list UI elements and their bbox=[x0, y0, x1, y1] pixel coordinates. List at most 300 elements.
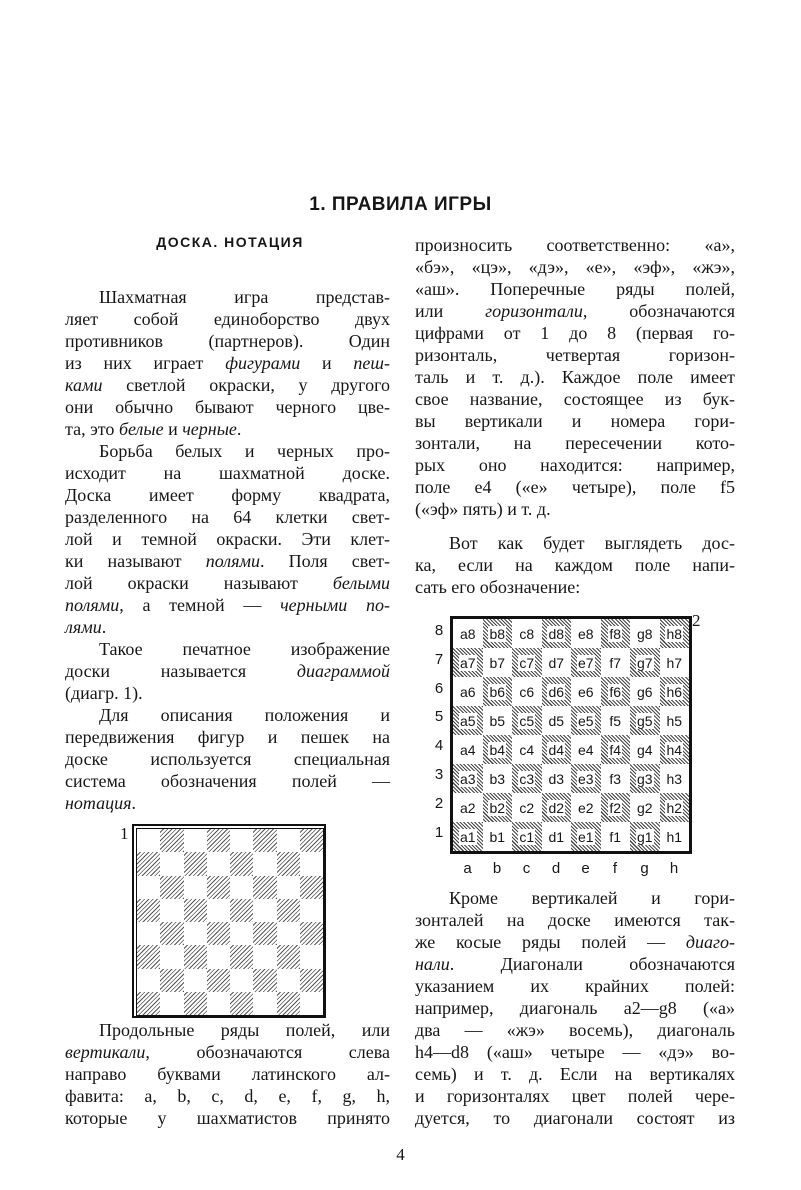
text-segment: . bbox=[131, 793, 137, 813]
text-segment: противников (партнеров). Один bbox=[65, 331, 390, 351]
text-line bbox=[65, 286, 390, 308]
empty-square bbox=[230, 992, 253, 1015]
empty-square bbox=[184, 876, 207, 899]
square-label: c7 bbox=[519, 654, 535, 671]
empty-square bbox=[137, 945, 160, 968]
rank-label: 4 bbox=[434, 737, 444, 755]
square-label: b3 bbox=[489, 770, 506, 787]
board-square bbox=[542, 793, 572, 822]
empty-square bbox=[184, 852, 207, 875]
text-line bbox=[65, 660, 390, 682]
text-segment: например, диагональ a2—g8 («а» bbox=[415, 998, 735, 1018]
text-segment: они обычно бывают черного цве- bbox=[65, 397, 390, 417]
text-line bbox=[65, 770, 390, 792]
board-square bbox=[630, 648, 660, 677]
board-square bbox=[453, 706, 483, 735]
text-segment: светлой окраски, у другого bbox=[102, 375, 390, 395]
text-block-left-a bbox=[65, 286, 390, 814]
empty-square bbox=[300, 852, 323, 875]
square-label: f4 bbox=[609, 741, 622, 758]
file-label: g bbox=[640, 860, 649, 877]
square-label: g1 bbox=[636, 828, 653, 845]
empty-square bbox=[207, 876, 230, 899]
text-line bbox=[415, 388, 735, 410]
text-segment: («эф» пять) и т. д. bbox=[415, 499, 551, 519]
board-square bbox=[542, 648, 572, 677]
empty-square bbox=[207, 992, 230, 1015]
text-line bbox=[65, 1085, 390, 1107]
text-line bbox=[415, 256, 735, 278]
square-label: a7 bbox=[459, 654, 476, 671]
empty-square bbox=[160, 899, 183, 922]
board-square bbox=[512, 677, 542, 706]
board-square bbox=[630, 822, 660, 851]
text-line bbox=[415, 1019, 735, 1041]
board-square bbox=[483, 793, 513, 822]
square-label: f5 bbox=[609, 712, 622, 729]
text-line bbox=[65, 572, 390, 594]
text-segment: сать его обозначение: bbox=[415, 577, 581, 597]
text-line bbox=[415, 1085, 735, 1107]
square-label: g8 bbox=[636, 625, 653, 642]
square-label: c5 bbox=[519, 712, 535, 729]
chapter-title: 1. ПРАВИЛА ИГРЫ bbox=[309, 194, 492, 215]
text-segment: , обозначаются bbox=[582, 301, 735, 321]
board-square bbox=[542, 764, 572, 793]
text-segment: и bbox=[300, 353, 354, 373]
text-segment: . bbox=[236, 419, 242, 439]
rank-label: 8 bbox=[434, 622, 444, 639]
empty-square bbox=[277, 829, 300, 852]
square-label: d7 bbox=[548, 654, 565, 671]
text-line bbox=[65, 396, 390, 418]
empty-square bbox=[184, 922, 207, 945]
file-label: b bbox=[492, 860, 502, 877]
diagram-2-number: 2 bbox=[692, 611, 701, 630]
text-line bbox=[415, 476, 735, 498]
text-segment: (диагр. 1). bbox=[65, 683, 143, 703]
square-label: c3 bbox=[519, 770, 535, 787]
diagram-1-number: 1 bbox=[120, 824, 129, 843]
text-line bbox=[65, 726, 390, 748]
text-line bbox=[65, 528, 390, 550]
text-line bbox=[65, 594, 390, 616]
text-line bbox=[65, 462, 390, 484]
board-square bbox=[512, 793, 542, 822]
square-label: a6 bbox=[459, 683, 476, 700]
file-label: a bbox=[463, 860, 472, 877]
board-square bbox=[571, 619, 601, 648]
empty-square bbox=[160, 992, 183, 1015]
italic-term: лями bbox=[65, 617, 102, 637]
text-segment: ризонталь, четвертая горизон- bbox=[415, 345, 735, 365]
square-label: g5 bbox=[636, 712, 653, 729]
rank-label: 2 bbox=[434, 794, 444, 812]
square-label: e3 bbox=[577, 770, 594, 787]
board-square bbox=[542, 706, 572, 735]
text-segment: Шахматная игра представ- bbox=[99, 287, 390, 307]
square-label: b2 bbox=[489, 799, 506, 816]
board-square bbox=[453, 619, 483, 648]
square-label: b1 bbox=[489, 828, 506, 845]
empty-square bbox=[300, 945, 323, 968]
board-square bbox=[571, 706, 601, 735]
board-square bbox=[660, 648, 690, 677]
board-square bbox=[571, 648, 601, 677]
text-line bbox=[65, 330, 390, 352]
text-block-left-b bbox=[65, 1019, 390, 1129]
text-line bbox=[415, 432, 735, 454]
text-segment: та, это bbox=[65, 419, 119, 439]
text-line bbox=[65, 352, 390, 374]
empty-square bbox=[277, 945, 300, 968]
empty-square bbox=[184, 945, 207, 968]
text-segment: из них играет bbox=[65, 353, 226, 373]
text-segment: Для описания положения и bbox=[99, 705, 390, 725]
empty-square bbox=[253, 876, 276, 899]
square-label: f8 bbox=[609, 625, 622, 642]
text-segment: «аш». Поперечные ряды полей, bbox=[415, 279, 735, 299]
empty-square bbox=[184, 992, 207, 1015]
text-segment: Борьба белых и черных про- bbox=[99, 441, 390, 461]
text-segment: разделенного на 64 клетки свет- bbox=[65, 507, 390, 527]
square-label: h6 bbox=[666, 683, 683, 700]
square-label: h3 bbox=[666, 770, 683, 787]
square-label: c6 bbox=[519, 683, 535, 700]
text-line bbox=[65, 616, 390, 638]
empty-square bbox=[207, 969, 230, 992]
board-square bbox=[660, 822, 690, 851]
text-line bbox=[415, 554, 735, 576]
square-label: a5 bbox=[459, 712, 476, 729]
italic-term: нотация bbox=[65, 793, 132, 813]
text-line bbox=[65, 374, 390, 396]
text-segment: Продольные ряды полей, или bbox=[99, 1020, 390, 1040]
text-segment: зонталей на доске имеются так- bbox=[415, 910, 735, 930]
text-segment: , обозначаются слева bbox=[145, 1042, 390, 1062]
empty-square bbox=[230, 922, 253, 945]
board-square bbox=[512, 735, 542, 764]
italic-term: черными по- bbox=[280, 595, 390, 615]
file-label: d bbox=[551, 860, 561, 877]
empty-square bbox=[253, 969, 276, 992]
text-segment: произносить соответственно: «а», bbox=[415, 235, 735, 255]
board-square bbox=[601, 822, 631, 851]
text-segment: . Диагонали обозначаются bbox=[449, 954, 735, 974]
empty-square bbox=[160, 852, 183, 875]
text-segment: «бэ», «цэ», «дэ», «е», «эф», «жэ», bbox=[415, 257, 735, 277]
empty-square bbox=[184, 969, 207, 992]
text-segment: зонтали, на пересечении кото- bbox=[415, 433, 735, 453]
board-square bbox=[453, 735, 483, 764]
text-line bbox=[415, 532, 735, 554]
empty-square bbox=[253, 992, 276, 1015]
board-square bbox=[571, 764, 601, 793]
board-square bbox=[571, 677, 601, 706]
square-label: c2 bbox=[519, 799, 535, 816]
empty-square bbox=[253, 829, 276, 852]
text-segment: указанием их крайних полей: bbox=[415, 976, 735, 996]
board-square bbox=[512, 706, 542, 735]
text-line bbox=[65, 792, 390, 814]
square-label: a4 bbox=[459, 741, 476, 758]
text-line bbox=[65, 440, 390, 462]
square-label: d4 bbox=[548, 741, 565, 758]
empty-square bbox=[137, 992, 160, 1015]
text-line bbox=[415, 234, 735, 256]
text-segment: передвижения фигур и пешек на bbox=[65, 727, 390, 747]
text-line bbox=[65, 748, 390, 770]
square-label: f2 bbox=[609, 799, 622, 816]
text-line bbox=[65, 484, 390, 506]
board-square bbox=[512, 822, 542, 851]
text-segment: два — «жэ» восемь), диагональ bbox=[415, 1020, 735, 1040]
board-square bbox=[660, 677, 690, 706]
square-label: f1 bbox=[609, 828, 622, 845]
empty-square bbox=[184, 899, 207, 922]
square-label: d8 bbox=[548, 625, 565, 642]
square-label: f6 bbox=[609, 683, 622, 700]
board-square bbox=[512, 648, 542, 677]
empty-square bbox=[253, 852, 276, 875]
text-line bbox=[415, 322, 735, 344]
text-segment: h4—d8 («аш» четыре — «дэ» во- bbox=[415, 1042, 735, 1062]
text-segment: и горизонталях цвет полей чере- bbox=[415, 1086, 735, 1106]
board-square bbox=[483, 822, 513, 851]
section-title: ДОСКА. НОТАЦИЯ bbox=[156, 234, 304, 250]
empty-square bbox=[230, 969, 253, 992]
board-square bbox=[601, 793, 631, 822]
board-square bbox=[483, 677, 513, 706]
text-line bbox=[65, 308, 390, 330]
text-segment: же косые ряды полей — bbox=[415, 932, 686, 952]
square-label: e8 bbox=[577, 625, 594, 642]
square-label: a2 bbox=[459, 799, 476, 816]
board-square bbox=[453, 822, 483, 851]
text-line bbox=[415, 909, 735, 931]
empty-square bbox=[277, 899, 300, 922]
board-square bbox=[483, 735, 513, 764]
square-label: c8 bbox=[519, 625, 535, 642]
empty-square bbox=[230, 876, 253, 899]
empty-square bbox=[253, 922, 276, 945]
italic-term: пеш- bbox=[353, 353, 390, 373]
text-segment: ляет собой единоборство двух bbox=[65, 309, 390, 329]
square-label: b6 bbox=[489, 683, 506, 700]
italic-term: белыми bbox=[332, 573, 390, 593]
square-label: h4 bbox=[666, 741, 683, 758]
italic-term: полями bbox=[205, 551, 261, 571]
text-block-right-a bbox=[415, 234, 735, 520]
rank-label: 3 bbox=[434, 766, 444, 783]
text-segment: свое название, состоящее из бук- bbox=[415, 389, 735, 409]
text-segment: Такое печатное изображение bbox=[99, 639, 390, 659]
text-segment: исходит на шахматной доске. bbox=[65, 463, 390, 483]
empty-square bbox=[300, 876, 323, 899]
board-square bbox=[630, 764, 660, 793]
text-segment: система обозначения полей — bbox=[65, 771, 390, 791]
board-square bbox=[601, 735, 631, 764]
text-line bbox=[65, 1063, 390, 1085]
board-square bbox=[571, 793, 601, 822]
text-line bbox=[415, 344, 735, 366]
text-line bbox=[65, 682, 390, 704]
text-line bbox=[65, 638, 390, 660]
text-segment: рых оно находится: например, bbox=[415, 455, 735, 475]
square-label: b4 bbox=[489, 741, 506, 758]
empty-square bbox=[160, 876, 183, 899]
file-label: e bbox=[581, 860, 590, 877]
empty-square bbox=[300, 969, 323, 992]
square-label: e2 bbox=[577, 799, 594, 816]
text-segment: ка, если на каждом поле напи- bbox=[415, 555, 735, 575]
board-square bbox=[601, 677, 631, 706]
square-label: h2 bbox=[666, 799, 683, 816]
text-line bbox=[65, 418, 390, 440]
empty-square bbox=[207, 852, 230, 875]
square-label: h1 bbox=[666, 828, 683, 845]
text-segment: цифрами от 1 до 8 (первая го- bbox=[415, 323, 735, 343]
square-label: b5 bbox=[489, 712, 506, 729]
text-line bbox=[415, 1107, 735, 1129]
empty-square bbox=[207, 829, 230, 852]
board-square bbox=[571, 735, 601, 764]
text-segment: доски называется bbox=[65, 661, 297, 681]
text-line bbox=[415, 931, 735, 953]
board-square bbox=[542, 619, 572, 648]
empty-square bbox=[300, 992, 323, 1015]
square-label: d6 bbox=[548, 683, 565, 700]
empty-square bbox=[253, 945, 276, 968]
italic-term: вертикали bbox=[65, 1042, 146, 1062]
empty-square bbox=[277, 852, 300, 875]
square-label: g6 bbox=[636, 683, 653, 700]
italic-term: полями bbox=[65, 595, 120, 615]
text-segment: Доска имеет форму квадрата, bbox=[65, 485, 390, 505]
square-label: g7 bbox=[636, 654, 653, 671]
text-line bbox=[65, 1019, 390, 1041]
empty-square bbox=[300, 922, 323, 945]
text-line bbox=[415, 887, 735, 909]
board-square bbox=[660, 706, 690, 735]
empty-square bbox=[160, 829, 183, 852]
text-segment: лой окраски называют bbox=[65, 573, 333, 593]
square-label: h8 bbox=[666, 625, 683, 642]
board-square bbox=[453, 793, 483, 822]
empty-square bbox=[207, 899, 230, 922]
empty-square bbox=[300, 829, 323, 852]
empty-square bbox=[230, 829, 253, 852]
square-label: h7 bbox=[666, 654, 683, 671]
file-label: f bbox=[612, 860, 618, 877]
empty-square bbox=[230, 899, 253, 922]
file-label: h bbox=[669, 860, 679, 877]
board-square bbox=[453, 677, 483, 706]
rank-label: 7 bbox=[434, 650, 444, 668]
text-segment: дуется, то диагонали состоят из bbox=[415, 1108, 735, 1128]
empty-square bbox=[277, 992, 300, 1015]
square-label: d3 bbox=[548, 770, 565, 787]
empty-square bbox=[137, 899, 160, 922]
empty-square bbox=[137, 852, 160, 875]
text-segment: поле e4 («е» четыре), поле f5 bbox=[415, 477, 735, 497]
square-label: f3 bbox=[609, 770, 622, 787]
board-square bbox=[601, 706, 631, 735]
text-block-right-b bbox=[415, 532, 735, 598]
square-label: e4 bbox=[577, 741, 594, 758]
text-segment: вы вертикали и номера гори- bbox=[415, 411, 735, 431]
empty-square bbox=[300, 899, 323, 922]
text-line bbox=[65, 550, 390, 572]
square-label: d5 bbox=[548, 712, 565, 729]
square-label: d1 bbox=[548, 828, 565, 845]
text-segment: которые у шахматистов принято bbox=[65, 1108, 390, 1128]
empty-square bbox=[253, 899, 276, 922]
square-label: g4 bbox=[636, 741, 653, 758]
board-square bbox=[453, 648, 483, 677]
board-square bbox=[542, 735, 572, 764]
text-segment: , а темной — bbox=[119, 595, 281, 615]
board-square bbox=[483, 764, 513, 793]
board-square bbox=[512, 619, 542, 648]
italic-term: черные bbox=[182, 419, 237, 439]
text-line bbox=[415, 953, 735, 975]
square-label: a1 bbox=[459, 828, 476, 845]
square-label: d2 bbox=[548, 799, 565, 816]
board-square bbox=[660, 735, 690, 764]
diagram-1-empty-board bbox=[132, 824, 326, 1018]
board-square bbox=[483, 706, 513, 735]
square-label: h5 bbox=[666, 712, 683, 729]
board-square bbox=[483, 648, 513, 677]
file-label: c bbox=[522, 860, 531, 877]
text-segment: доске используется специальная bbox=[65, 749, 390, 769]
text-segment: . bbox=[101, 617, 107, 637]
board-square bbox=[542, 822, 572, 851]
board-square bbox=[512, 764, 542, 793]
text-line bbox=[415, 576, 735, 598]
text-line bbox=[65, 506, 390, 528]
italic-term: нали bbox=[415, 954, 450, 974]
text-line bbox=[65, 704, 390, 726]
text-segment: или bbox=[415, 301, 486, 321]
rank-label: 6 bbox=[434, 679, 444, 697]
empty-square bbox=[137, 829, 160, 852]
text-segment: таль и т. д.). Каждое поле имеет bbox=[415, 367, 735, 387]
text-line bbox=[415, 454, 735, 476]
empty-square bbox=[207, 945, 230, 968]
square-label: b8 bbox=[489, 625, 506, 642]
text-segment: и bbox=[163, 419, 183, 439]
text-line bbox=[415, 997, 735, 1019]
text-segment: фавита: a, b, c, d, e, f, g, h, bbox=[65, 1086, 390, 1106]
empty-square bbox=[207, 922, 230, 945]
italic-term: фигурами bbox=[225, 353, 301, 373]
square-label: e7 bbox=[577, 654, 594, 671]
empty-square bbox=[160, 922, 183, 945]
empty-square bbox=[230, 852, 253, 875]
text-block-right-c bbox=[415, 887, 735, 1129]
board-square bbox=[630, 677, 660, 706]
board-square bbox=[601, 764, 631, 793]
square-label: a8 bbox=[459, 625, 476, 642]
board-square bbox=[660, 764, 690, 793]
italic-term: диаграммой bbox=[296, 661, 390, 681]
page-number: 4 bbox=[396, 1145, 405, 1164]
text-segment: лой и темной окраски. Эти клет- bbox=[65, 529, 390, 549]
diagram-2-notation-board bbox=[450, 616, 692, 854]
board-square bbox=[630, 793, 660, 822]
